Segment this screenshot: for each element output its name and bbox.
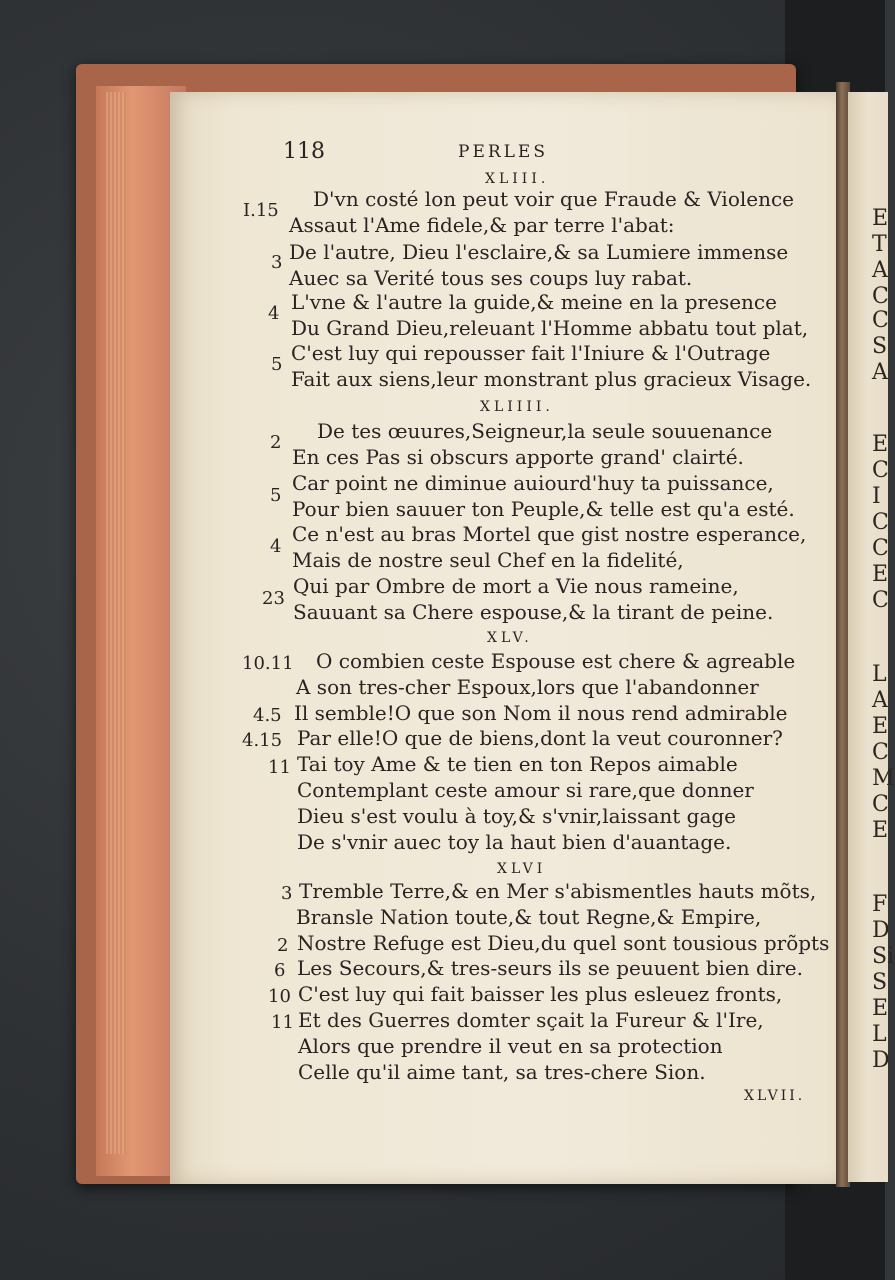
verse-line: Bransle Nation toute,& tout Regne,& Empire,: [296, 905, 762, 929]
verse-line: O combien ceste Espouse est chere & agreable: [316, 649, 796, 673]
section-heading: XLVI: [497, 861, 547, 877]
verse-line: D'vn costé lon peut voir que Fraude & Violence: [313, 187, 795, 211]
facing-page-letter: E: [872, 714, 889, 739]
verse-ref: 3: [281, 883, 293, 904]
page-number: 118: [283, 139, 325, 164]
facing-page-letter: D: [872, 918, 890, 943]
facing-page-letter: S: [872, 334, 888, 359]
verse-line: Sauuant sa Chere espouse,& la tirant de peine.: [293, 600, 774, 624]
verse-line: C'est luy qui repousser fait l'Iniure & l'Outrage: [291, 341, 771, 365]
verse-line: Alors que prendre il veut en sa protection: [298, 1034, 723, 1058]
facing-page-letter: E: [872, 206, 889, 231]
verse-line: L'vne & l'autre la guide,& meine en la presence: [291, 290, 777, 314]
verse-ref: 6: [274, 960, 286, 981]
facing-page-letter: E: [872, 562, 889, 587]
facing-page-letter: C: [872, 792, 889, 817]
verse-ref: 5: [271, 354, 283, 375]
facing-page-letter: T: [872, 232, 887, 257]
verse-line: Contemplant ceste amour si rare,que donner: [297, 778, 754, 802]
facing-page-letter: A: [872, 688, 888, 713]
verse-line: Auec sa Verité tous ses coups luy rabat.: [289, 266, 693, 290]
section-heading: XLV.: [487, 630, 533, 646]
facing-page-letter: C: [872, 536, 889, 561]
verse-ref: 23: [262, 588, 285, 609]
verse-line: Il semble!O que son Nom il nous rend admirable: [294, 701, 788, 725]
verse-line: Les Secours,& tres-seurs ils se peuuent bien dire.: [297, 956, 803, 980]
verse-ref: I.15: [243, 200, 279, 221]
verse-ref: 3: [271, 252, 283, 273]
verse-line: Nostre Refuge est Dieu,du quel sont tousious prõpts: [297, 931, 830, 955]
verse-line: Celle qu'il aime tant, sa tres-chere Sion.: [298, 1060, 706, 1084]
facing-page-letter: E: [872, 432, 889, 457]
verse-line: Pour bien sauuer ton Peuple,& telle est qu'a esté.: [292, 497, 795, 521]
catchword: XLVII.: [744, 1088, 806, 1104]
facing-page-letter: I: [872, 484, 881, 509]
verse-ref: 4: [270, 536, 282, 557]
verse-line: C'est luy qui fait baisser les plus esleuez fronts,: [298, 982, 783, 1006]
facing-page-letter: L: [872, 662, 887, 687]
facing-page-letter: A: [872, 258, 888, 283]
verse-line: De tes œuures,Seigneur,la seule souuenance: [317, 419, 773, 443]
running-title: PERLES: [458, 142, 548, 162]
verse-ref: 5: [270, 485, 282, 506]
facing-page-letter: C: [872, 740, 889, 765]
verse-line: Fait aux siens,leur monstrant plus gracieux Visage.: [291, 367, 812, 391]
section-heading: XLIIII.: [480, 399, 554, 415]
verse-ref: 2: [270, 432, 282, 453]
facing-page-letter: A: [872, 360, 888, 385]
facing-page-letter: S: [872, 970, 888, 995]
verse-line: Dieu s'est voulu à toy,& s'vnir,laissant gage: [297, 804, 737, 828]
verse-ref: 11: [271, 1012, 294, 1033]
facing-page-letter: M: [872, 766, 895, 791]
verse-line: Tai toy Ame & te tien en ton Repos aimable: [297, 752, 738, 776]
facing-page-letter: D: [872, 1048, 890, 1073]
facing-page-letter: C: [872, 588, 889, 613]
verse-line: A son tres-cher Espoux,lors que l'abandonner: [296, 675, 759, 699]
facing-page-letter: C: [872, 308, 889, 333]
verse-line: Mais de nostre seul Chef en la fidelité,: [292, 548, 684, 572]
verse-line: Assaut l'Ame fidele,& par terre l'abat:: [289, 213, 675, 237]
verse-ref: 4: [268, 303, 280, 324]
section-heading: XLIII.: [485, 171, 550, 187]
verse-ref: 11: [268, 757, 291, 778]
facing-page-letter: C: [872, 284, 889, 309]
verse-line: Du Grand Dieu,releuant l'Homme abbatu tout plat,: [291, 316, 809, 340]
facing-page-letter: E: [872, 818, 889, 843]
verse-ref: 2: [277, 935, 289, 956]
facing-page-letter: E: [872, 996, 889, 1021]
verse-ref: 4.15: [242, 730, 283, 751]
verse-line: Ce n'est au bras Mortel que gist nostre esperance,: [292, 522, 807, 546]
verse-ref: 10.11: [242, 653, 294, 674]
verse-line: Par elle!O que de biens,dont la veut couronner?: [297, 726, 783, 750]
verse-line: En ces Pas si obscurs apporte grand' clairté.: [292, 445, 744, 469]
verse-line: Tremble Terre,& en Mer s'abismentles hauts mõts,: [299, 879, 817, 903]
verse-ref: 4.5: [253, 705, 282, 726]
facing-page-letter: F: [872, 892, 888, 917]
verse-line: De l'autre, Dieu l'esclaire,& sa Lumiere immense: [289, 240, 789, 264]
facing-page-letter: Si: [872, 944, 895, 969]
verse-line: Et des Guerres domter sçait la Fureur & l'Ire,: [298, 1008, 764, 1032]
facing-page-letter: L: [872, 1022, 887, 1047]
verse-line: De s'vnir auec toy la haut bien d'auantage.: [297, 830, 732, 854]
facing-page-letter: C: [872, 510, 889, 535]
verse-line: Car point ne diminue auiourd'huy ta puissance,: [292, 471, 774, 495]
facing-page-letter: C: [872, 458, 889, 483]
page-edge-texture: [106, 92, 126, 1154]
verse-line: Qui par Ombre de mort a Vie nous rameine,: [293, 574, 739, 598]
verse-ref: 10: [268, 986, 291, 1007]
